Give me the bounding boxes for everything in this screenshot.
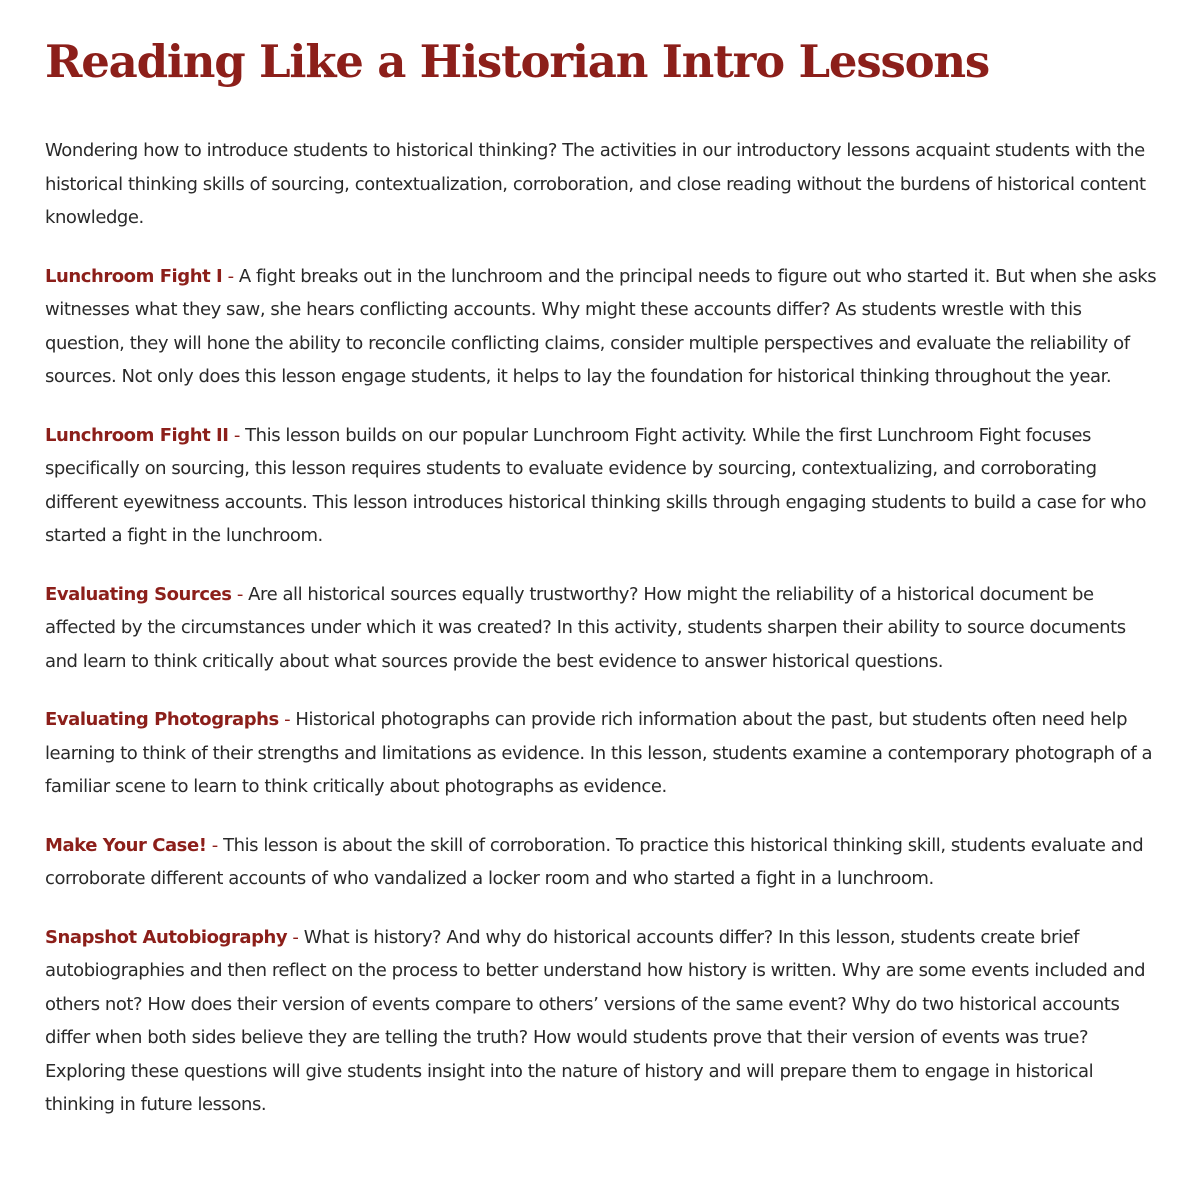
lesson-separator: -	[231, 583, 249, 605]
content-area	[45, 28, 1157, 1122]
lesson-item-snapshot-autobiography	[45, 921, 1157, 1122]
page-title: Reading Like a Historian Intro Lessons	[45, 35, 990, 88]
lesson-description: Are all historical sources equally trustworthy? How might the reliability of a historical document be affected by the circumstances under which it was created? In this activity, students sharpen their ability to source documents and learn to think critically about what sources provide the best evidence to answer historical questions.	[45, 583, 1126, 672]
lesson-separator: -	[222, 265, 239, 287]
lesson-item-evaluating-sources	[45, 578, 1157, 679]
lesson-link-make-your-case[interactable]: Make Your Case!	[45, 834, 207, 856]
lesson-item-lunchroom-fight-1	[45, 260, 1157, 394]
lesson-item-evaluating-photographs	[45, 703, 1157, 804]
lesson-item-make-your-case	[45, 829, 1157, 896]
lesson-separator: -	[228, 424, 246, 446]
lesson-link-lunchroom-fight-2[interactable]: Lunchroom Fight II	[45, 424, 229, 446]
intro-paragraph: Wondering how to introduce students to historical thinking? The activities in our introductory lessons acquaint students with the historical thinking skills of sourcing, contextualization, corroboration, and close reading without the burdens of historical content knowledge.	[45, 140, 1146, 228]
lesson-link-evaluating-photographs[interactable]: Evaluating Photographs	[45, 709, 279, 730]
lesson-item-lunchroom-fight-2	[45, 419, 1157, 553]
lesson-link-evaluating-sources[interactable]: Evaluating Sources	[45, 583, 232, 605]
lesson-link-lunchroom-fight-1[interactable]: Lunchroom Fight I	[45, 265, 223, 287]
lesson-separator: -	[206, 834, 224, 856]
lesson-description: Historical photographs can provide rich information about the past, but students often need help learning to think of their strengths and limitations as evidence. In this lesson, students examine a contemporary photograph of a familiar scene to learn to think critically about photographs as evidence.	[45, 709, 1153, 797]
lesson-separator: -	[278, 709, 296, 730]
lesson-link-snapshot-autobiography[interactable]: Snapshot Autobiography	[45, 926, 288, 948]
lesson-description: This lesson builds on our popular Lunchroom Fight activity. While the first Lunchroom Fight focuses specifically on sourcing, this lesson requires students to evaluate evidence by sourcing, contextualizing, and corroborating different eyewitness accounts. This lesson introduces historical thinking skills through engaging students to build a case for who started a fight in the lunchroom.	[45, 424, 1147, 546]
lesson-description: A fight breaks out in the lunchroom and the principal needs to figure out who started it. But when she asks witnesses what they saw, she hears conflicting accounts. Why might these accounts differ? As students wrestle with this question, they will hone the ability to reconcile conflicting claims, consider multiple perspectives and evaluate the reliability of sources. Not only does this lesson engage students, it helps to lay the foundation for historical thinking throughout the year.	[45, 265, 1157, 387]
lesson-separator: -	[287, 926, 304, 948]
lesson-description: What is history? And why do historical accounts differ? In this lesson, students create brief autobiographies and then reflect on the process to better understand how history is written. Why are some events included and others not? How does their version of events compare to others’ versions of the same event? Why do two historical accounts differ when both sides believe they are telling the truth? How would students prove that their version of events was true? Exploring these questions will give students insight into the nature of history and will prepare them to engage in historical thinking in future lessons.	[45, 926, 1146, 1115]
lesson-description: This lesson is about the skill of corroboration. To practice this historical thinking skill, students evaluate and corroborate different accounts of who vandalized a locker room and who started a fight in a lunchroom.	[45, 834, 1144, 889]
